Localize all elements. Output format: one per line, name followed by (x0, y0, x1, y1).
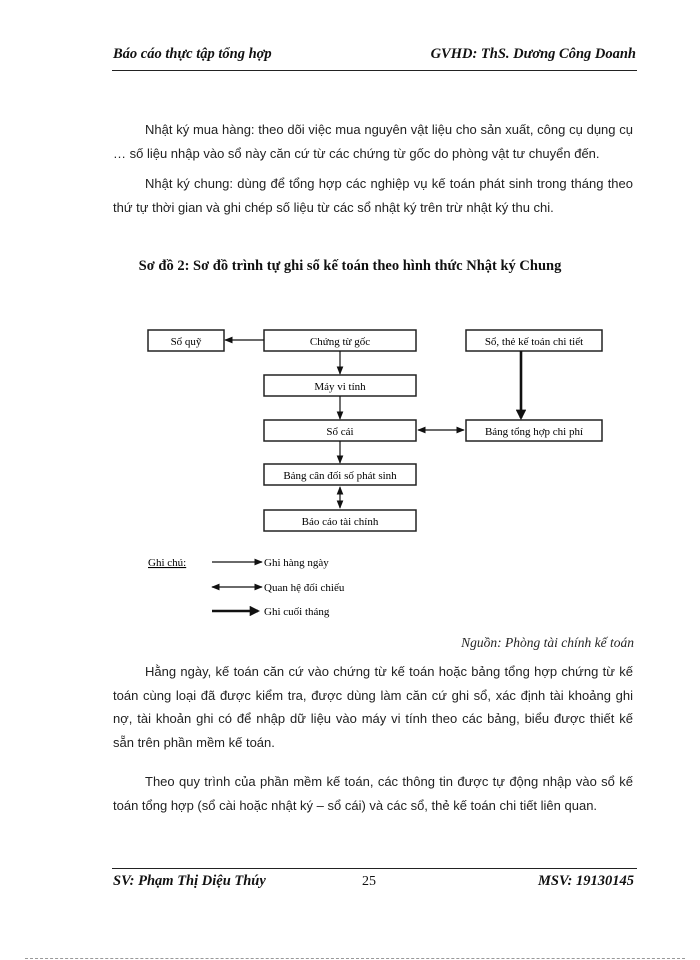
page-bottom-dashed-line (25, 958, 685, 959)
box-may-vi-tinh (264, 375, 416, 396)
svg-text:Sổ cái: Sổ cái (326, 426, 354, 438)
paragraph-purchase-journal: Nhật ký mua hàng: theo dõi việc mua nguyên vật liệu cho sản xuất, công cụ dụng cụ … số liệu nhập vào sổ này căn cứ từ các chứng từ gốc do phòng vật tư chuyển đến. (113, 122, 633, 161)
legend-monthend-text: Ghi cuối tháng (264, 606, 330, 618)
diagram-source: Nguồn: Phòng tài chính kế toán (461, 635, 634, 650)
legend-compare-text: Quan hệ đối chiếu (264, 582, 345, 594)
box-chung-tu-goc (264, 330, 416, 351)
header-advisor: GVHD: ThS. Dương Công Doanh (430, 46, 636, 62)
box-bang-tong-hop (466, 420, 602, 441)
svg-text:Máy vi tính: Máy vi tính (314, 381, 366, 393)
header-report-title: Báo cáo thực tập tổng hợp (113, 46, 272, 62)
legend-label: Ghi chú: (148, 557, 187, 569)
svg-text:Bảng cân đối số phát sinh: Bảng cân đối số phát sinh (283, 470, 397, 482)
box-so-quy (148, 330, 224, 351)
paragraph-general-journal: Nhật ký chung: dùng để tổng hợp các nghiệp vụ kế toán phát sinh trong tháng theo thứ tự thời gian và ghi chép số liệu từ các sổ nhật ký trên trừ nhật ký thu chi. (113, 176, 633, 215)
legend (148, 557, 345, 618)
box-bang-can-doi (264, 464, 416, 485)
svg-text:Báo cáo tài chính: Báo cáo tài chính (301, 516, 379, 528)
box-so-the-chi-tiet (466, 330, 602, 351)
box-bao-cao (264, 510, 416, 531)
footer-student: SV: Phạm Thị Diệu Thúy (113, 873, 266, 889)
legend-daily-text: Ghi hàng ngày (264, 557, 329, 569)
svg-text:Sổ quỹ: Sổ quỹ (170, 336, 202, 348)
svg-text:Bảng tổng hợp chi phí: Bảng tổng hợp chi phí (484, 426, 584, 438)
paragraph-software-process: Theo quy trình của phần mềm kế toán, các thông tin được tự động nhập vào sổ kế toán tổng hợp (sổ cài hoặc nhật ký – sổ cái) và các sổ, thẻ kế toán chi tiết liên quan. (113, 774, 633, 813)
svg-text:Chứng từ gốc: Chứng từ gốc (309, 336, 371, 348)
diagram-title: Sơ đồ 2: Sơ đồ trình tự ghi sổ kế toán theo hình thức Nhật ký Chung (138, 258, 562, 274)
footer-student-id: MSV: 19130145 (537, 873, 634, 889)
svg-text:Sổ, thẻ kế toán chi tiết: Sổ, thẻ kế toán chi tiết (484, 336, 584, 348)
footer-rule (112, 868, 637, 869)
page-number: 25 (362, 874, 376, 889)
box-so-cai (264, 420, 416, 441)
paragraph-daily-process: Hằng ngày, kế toán căn cứ vào chứng từ kế toán hoặc bảng tổng hợp chứng từ kế toán cùng loại đã được kiểm tra, được dùng làm căn cứ ghi sổ, xác định tài khoảng ghi nợ, tài khoản ghi có để nhập dữ liệu vào máy vi tính theo các bảng, biểu được thiết kế sẵn trên phần mềm kế toán. (113, 664, 633, 750)
